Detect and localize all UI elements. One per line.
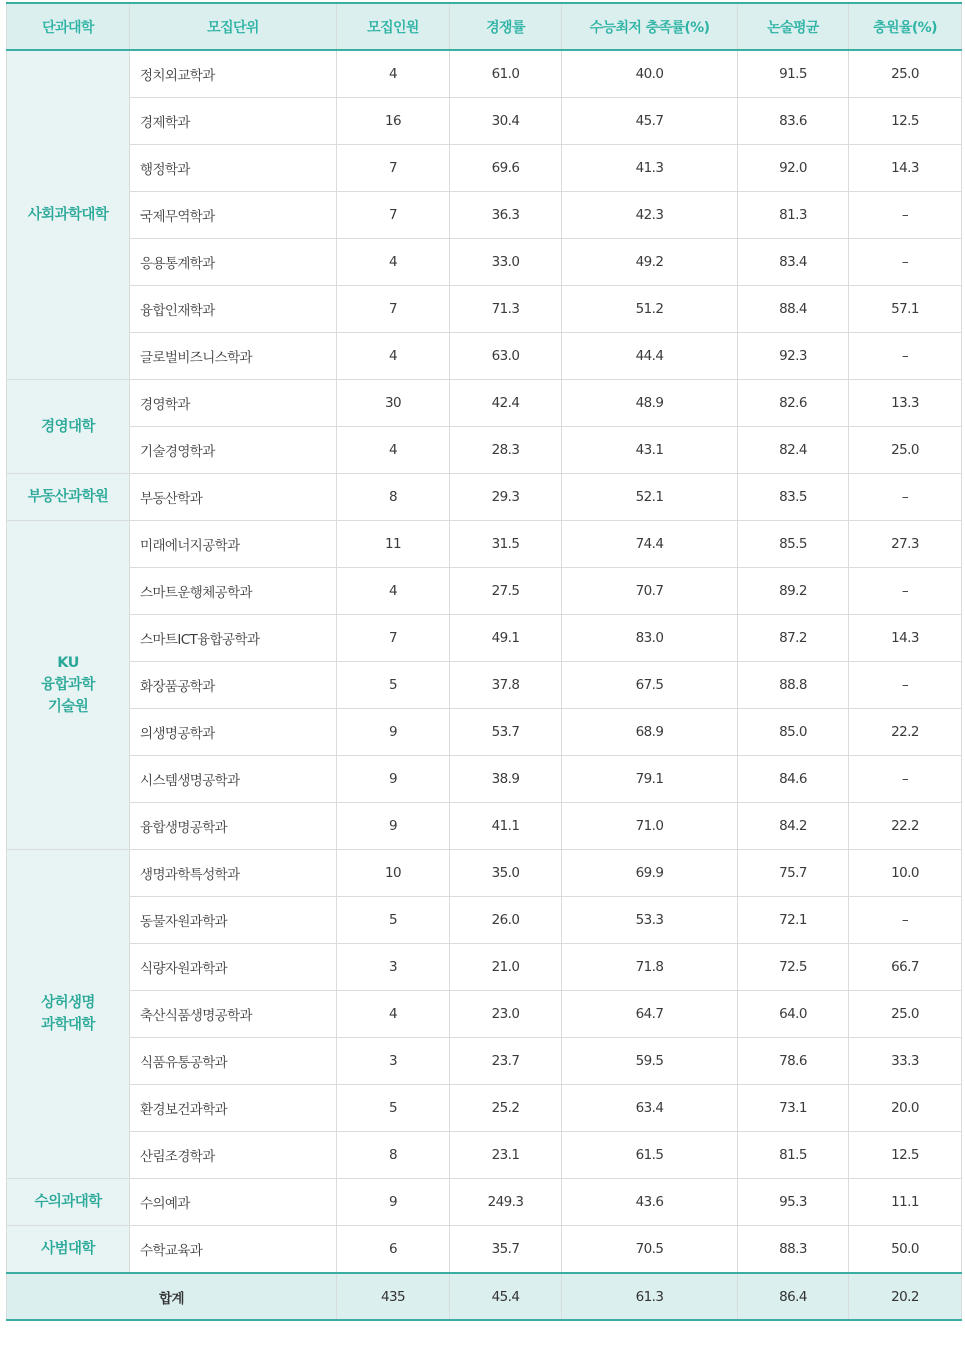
fill-rate-cell: – <box>849 662 962 709</box>
csat-minimum-rate-cell: 63.4 <box>562 1085 738 1132</box>
csat-minimum-rate-cell: 59.5 <box>562 1038 738 1085</box>
competition-rate-cell: 249.3 <box>450 1179 562 1226</box>
header-fill-rate: 충원율(%) <box>849 3 962 50</box>
header-csat-minimum-rate: 수능최저 충족률(%) <box>562 3 738 50</box>
table-header <box>7 3 962 50</box>
table-row <box>7 709 962 756</box>
quota-cell: 11 <box>337 521 450 568</box>
essay-average-cell: 83.4 <box>738 239 849 286</box>
csat-minimum-rate-cell: 61.5 <box>562 1132 738 1179</box>
competition-rate-cell: 33.0 <box>450 239 562 286</box>
competition-rate-cell: 71.3 <box>450 286 562 333</box>
quota-cell: 4 <box>337 991 450 1038</box>
fill-rate-cell: 25.0 <box>849 991 962 1038</box>
table-row <box>7 803 962 850</box>
csat-minimum-rate-cell: 68.9 <box>562 709 738 756</box>
quota-cell: 5 <box>337 897 450 944</box>
csat-minimum-rate-cell: 53.3 <box>562 897 738 944</box>
table-row <box>7 568 962 615</box>
competition-rate-cell: 30.4 <box>450 98 562 145</box>
fill-rate-cell: – <box>849 192 962 239</box>
competition-rate-cell: 53.7 <box>450 709 562 756</box>
competition-rate-cell: 37.8 <box>450 662 562 709</box>
department-cell: 미래에너지공학과 <box>130 521 337 568</box>
total-competition-rate: 45.4 <box>450 1273 562 1320</box>
department-cell: 정치외교학과 <box>130 50 337 98</box>
fill-rate-cell: – <box>849 897 962 944</box>
quota-cell: 9 <box>337 756 450 803</box>
fill-rate-cell: – <box>849 756 962 803</box>
fill-rate-cell: 14.3 <box>849 145 962 192</box>
department-cell: 식량자원과학과 <box>130 944 337 991</box>
csat-minimum-rate-cell: 41.3 <box>562 145 738 192</box>
essay-average-cell: 91.5 <box>738 50 849 98</box>
csat-minimum-rate-cell: 64.7 <box>562 991 738 1038</box>
competition-rate-cell: 25.2 <box>450 1085 562 1132</box>
quota-cell: 9 <box>337 803 450 850</box>
quota-cell: 4 <box>337 333 450 380</box>
competition-rate-cell: 49.1 <box>450 615 562 662</box>
department-cell: 국제무역학과 <box>130 192 337 239</box>
quota-cell: 7 <box>337 286 450 333</box>
competition-rate-cell: 61.0 <box>450 50 562 98</box>
quota-cell: 9 <box>337 709 450 756</box>
department-cell: 경영학과 <box>130 380 337 427</box>
department-cell: 수학교육과 <box>130 1226 337 1274</box>
total-csat-minimum-rate: 61.3 <box>562 1273 738 1320</box>
department-cell: 산림조경학과 <box>130 1132 337 1179</box>
essay-average-cell: 88.8 <box>738 662 849 709</box>
essay-average-cell: 81.5 <box>738 1132 849 1179</box>
competition-rate-cell: 26.0 <box>450 897 562 944</box>
table-footer <box>7 1273 962 1320</box>
quota-cell: 4 <box>337 50 450 98</box>
college-name-cell: 수의과대학 <box>7 1179 130 1226</box>
competition-rate-cell: 35.0 <box>450 850 562 897</box>
csat-minimum-rate-cell: 51.2 <box>562 286 738 333</box>
csat-minimum-rate-cell: 52.1 <box>562 474 738 521</box>
admission-results-table <box>6 2 962 1321</box>
quota-cell: 9 <box>337 1179 450 1226</box>
essay-average-cell: 72.1 <box>738 897 849 944</box>
table-row <box>7 850 962 897</box>
table-row <box>7 1038 962 1085</box>
essay-average-cell: 88.4 <box>738 286 849 333</box>
competition-rate-cell: 42.4 <box>450 380 562 427</box>
essay-average-cell: 85.0 <box>738 709 849 756</box>
college-name-cell: 사회과학대학 <box>7 50 130 380</box>
csat-minimum-rate-cell: 40.0 <box>562 50 738 98</box>
competition-rate-cell: 36.3 <box>450 192 562 239</box>
table-row <box>7 991 962 1038</box>
essay-average-cell: 64.0 <box>738 991 849 1038</box>
fill-rate-cell: 22.2 <box>849 803 962 850</box>
csat-minimum-rate-cell: 48.9 <box>562 380 738 427</box>
table-row <box>7 521 962 568</box>
total-row <box>7 1273 962 1320</box>
fill-rate-cell: 25.0 <box>849 50 962 98</box>
essay-average-cell: 88.3 <box>738 1226 849 1274</box>
header-row <box>7 3 962 50</box>
essay-average-cell: 72.5 <box>738 944 849 991</box>
table-row <box>7 50 962 98</box>
quota-cell: 8 <box>337 1132 450 1179</box>
csat-minimum-rate-cell: 74.4 <box>562 521 738 568</box>
table-row <box>7 1179 962 1226</box>
department-cell: 스마트ICT융합공학과 <box>130 615 337 662</box>
fill-rate-cell: 25.0 <box>849 427 962 474</box>
header-essay-average: 논술평균 <box>738 3 849 50</box>
quota-cell: 5 <box>337 662 450 709</box>
fill-rate-cell: 20.0 <box>849 1085 962 1132</box>
department-cell: 환경보건과학과 <box>130 1085 337 1132</box>
department-cell: 경제학과 <box>130 98 337 145</box>
table-row <box>7 1226 962 1274</box>
fill-rate-cell: 33.3 <box>849 1038 962 1085</box>
fill-rate-cell: 50.0 <box>849 1226 962 1274</box>
competition-rate-cell: 27.5 <box>450 568 562 615</box>
competition-rate-cell: 23.1 <box>450 1132 562 1179</box>
total-quota: 435 <box>337 1273 450 1320</box>
department-cell: 화장품공학과 <box>130 662 337 709</box>
header-department: 모집단위 <box>130 3 337 50</box>
department-cell: 행정학과 <box>130 145 337 192</box>
college-name-cell: 부동산과학원 <box>7 474 130 521</box>
department-cell: 부동산학과 <box>130 474 337 521</box>
department-cell: 기술경영학과 <box>130 427 337 474</box>
csat-minimum-rate-cell: 43.6 <box>562 1179 738 1226</box>
table-row <box>7 1085 962 1132</box>
college-name-cell: 사범대학 <box>7 1226 130 1274</box>
essay-average-cell: 81.3 <box>738 192 849 239</box>
table-row <box>7 897 962 944</box>
competition-rate-cell: 29.3 <box>450 474 562 521</box>
department-cell: 시스템생명공학과 <box>130 756 337 803</box>
quota-cell: 4 <box>337 239 450 286</box>
competition-rate-cell: 35.7 <box>450 1226 562 1274</box>
quota-cell: 7 <box>337 192 450 239</box>
csat-minimum-rate-cell: 67.5 <box>562 662 738 709</box>
quota-cell: 10 <box>337 850 450 897</box>
fill-rate-cell: 57.1 <box>849 286 962 333</box>
quota-cell: 3 <box>337 1038 450 1085</box>
quota-cell: 8 <box>337 474 450 521</box>
csat-minimum-rate-cell: 45.7 <box>562 98 738 145</box>
fill-rate-cell: 14.3 <box>849 615 962 662</box>
fill-rate-cell: 10.0 <box>849 850 962 897</box>
college-name-cell: 상허생명 과학대학 <box>7 850 130 1179</box>
competition-rate-cell: 21.0 <box>450 944 562 991</box>
department-cell: 생명과학특성학과 <box>130 850 337 897</box>
department-cell: 수의예과 <box>130 1179 337 1226</box>
department-cell: 동물자원과학과 <box>130 897 337 944</box>
department-cell: 글로벌비즈니스학과 <box>130 333 337 380</box>
competition-rate-cell: 38.9 <box>450 756 562 803</box>
competition-rate-cell: 28.3 <box>450 427 562 474</box>
fill-rate-cell: – <box>849 568 962 615</box>
department-cell: 스마트운행체공학과 <box>130 568 337 615</box>
essay-average-cell: 78.6 <box>738 1038 849 1085</box>
quota-cell: 6 <box>337 1226 450 1274</box>
essay-average-cell: 92.0 <box>738 145 849 192</box>
quota-cell: 4 <box>337 427 450 474</box>
admission-results-table-container <box>6 2 961 1321</box>
college-name-cell: 경영대학 <box>7 380 130 474</box>
quota-cell: 4 <box>337 568 450 615</box>
quota-cell: 16 <box>337 98 450 145</box>
essay-average-cell: 95.3 <box>738 1179 849 1226</box>
table-row <box>7 145 962 192</box>
table-row <box>7 474 962 521</box>
csat-minimum-rate-cell: 69.9 <box>562 850 738 897</box>
header-quota: 모집인원 <box>337 3 450 50</box>
fill-rate-cell: 12.5 <box>849 98 962 145</box>
header-competition-rate: 경쟁률 <box>450 3 562 50</box>
total-label: 합계 <box>7 1273 337 1320</box>
fill-rate-cell: – <box>849 474 962 521</box>
competition-rate-cell: 23.7 <box>450 1038 562 1085</box>
essay-average-cell: 84.2 <box>738 803 849 850</box>
essay-average-cell: 85.5 <box>738 521 849 568</box>
department-cell: 융합생명공학과 <box>130 803 337 850</box>
table-row <box>7 286 962 333</box>
table-row <box>7 615 962 662</box>
department-cell: 의생명공학과 <box>130 709 337 756</box>
fill-rate-cell: 66.7 <box>849 944 962 991</box>
department-cell: 응용통계학과 <box>130 239 337 286</box>
competition-rate-cell: 23.0 <box>450 991 562 1038</box>
fill-rate-cell: 11.1 <box>849 1179 962 1226</box>
essay-average-cell: 73.1 <box>738 1085 849 1132</box>
table-body <box>7 50 962 1273</box>
college-name-cell: KU 융합과학 기술원 <box>7 521 130 850</box>
table-row <box>7 239 962 286</box>
quota-cell: 30 <box>337 380 450 427</box>
table-row <box>7 756 962 803</box>
essay-average-cell: 75.7 <box>738 850 849 897</box>
csat-minimum-rate-cell: 71.8 <box>562 944 738 991</box>
csat-minimum-rate-cell: 83.0 <box>562 615 738 662</box>
competition-rate-cell: 31.5 <box>450 521 562 568</box>
total-essay-average: 86.4 <box>738 1273 849 1320</box>
table-row <box>7 662 962 709</box>
csat-minimum-rate-cell: 44.4 <box>562 333 738 380</box>
table-row <box>7 333 962 380</box>
header-college: 단과대학 <box>7 3 130 50</box>
fill-rate-cell: 22.2 <box>849 709 962 756</box>
csat-minimum-rate-cell: 43.1 <box>562 427 738 474</box>
csat-minimum-rate-cell: 71.0 <box>562 803 738 850</box>
table-row <box>7 944 962 991</box>
essay-average-cell: 92.3 <box>738 333 849 380</box>
essay-average-cell: 83.5 <box>738 474 849 521</box>
essay-average-cell: 83.6 <box>738 98 849 145</box>
essay-average-cell: 87.2 <box>738 615 849 662</box>
essay-average-cell: 84.6 <box>738 756 849 803</box>
table-row <box>7 1132 962 1179</box>
fill-rate-cell: 12.5 <box>849 1132 962 1179</box>
fill-rate-cell: – <box>849 333 962 380</box>
fill-rate-cell: 13.3 <box>849 380 962 427</box>
department-cell: 융합인재학과 <box>130 286 337 333</box>
essay-average-cell: 82.4 <box>738 427 849 474</box>
table-row <box>7 192 962 239</box>
total-fill-rate: 20.2 <box>849 1273 962 1320</box>
csat-minimum-rate-cell: 70.5 <box>562 1226 738 1274</box>
fill-rate-cell: 27.3 <box>849 521 962 568</box>
csat-minimum-rate-cell: 42.3 <box>562 192 738 239</box>
csat-minimum-rate-cell: 79.1 <box>562 756 738 803</box>
quota-cell: 7 <box>337 615 450 662</box>
competition-rate-cell: 41.1 <box>450 803 562 850</box>
fill-rate-cell: – <box>849 239 962 286</box>
csat-minimum-rate-cell: 70.7 <box>562 568 738 615</box>
essay-average-cell: 89.2 <box>738 568 849 615</box>
table-row <box>7 380 962 427</box>
quota-cell: 3 <box>337 944 450 991</box>
competition-rate-cell: 69.6 <box>450 145 562 192</box>
csat-minimum-rate-cell: 49.2 <box>562 239 738 286</box>
essay-average-cell: 82.6 <box>738 380 849 427</box>
department-cell: 축산식품생명공학과 <box>130 991 337 1038</box>
department-cell: 식품유통공학과 <box>130 1038 337 1085</box>
table-row <box>7 98 962 145</box>
competition-rate-cell: 63.0 <box>450 333 562 380</box>
table-row <box>7 427 962 474</box>
quota-cell: 5 <box>337 1085 450 1132</box>
quota-cell: 7 <box>337 145 450 192</box>
